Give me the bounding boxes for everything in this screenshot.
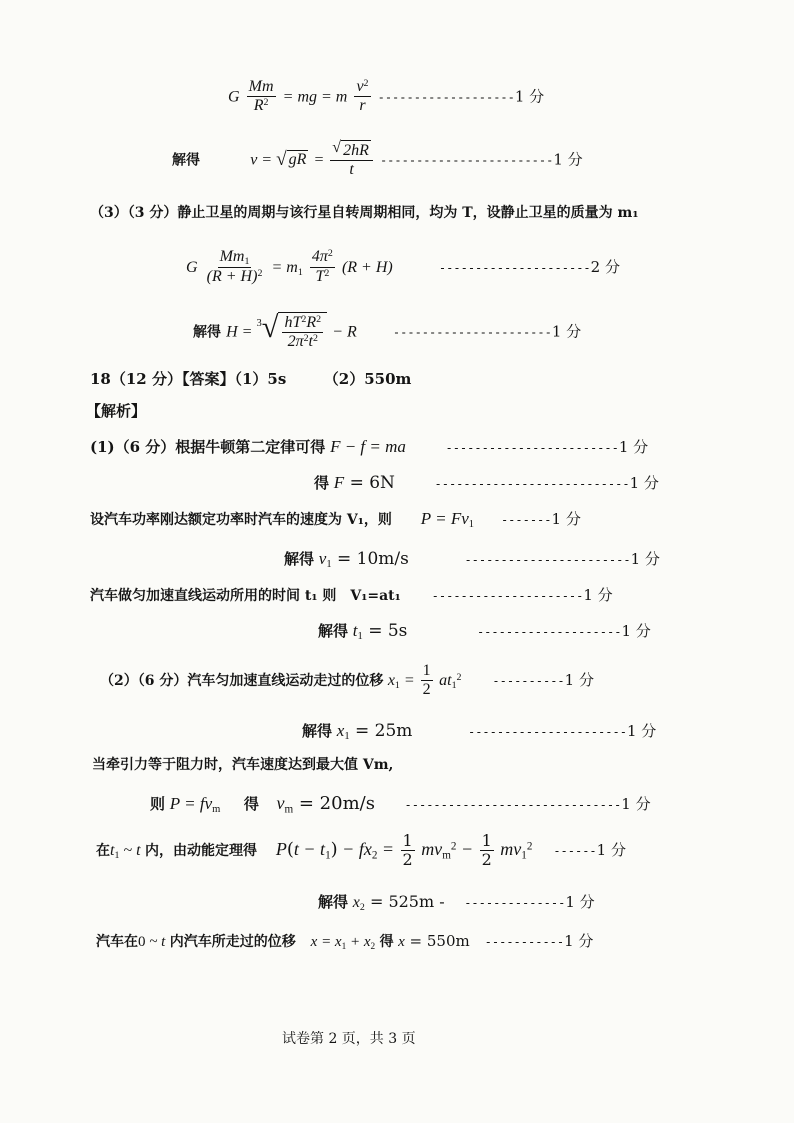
- analysis-heading: 【解析】: [86, 402, 147, 420]
- question-18-answer: 18（12 分）【答案】（1）5s （2）550m: [90, 370, 412, 388]
- max-speed-statement: 当牵引力等于阻力时，汽车速度达到最大值 Vm,: [92, 757, 394, 773]
- score-mark: 1 分: [618, 438, 649, 456]
- score-mark: 1 分: [629, 474, 659, 492]
- equation-t1-result: 解得 $t_1 = 5s$ --------------------1 分: [318, 621, 651, 643]
- equation-geostationary: G $\frac{Mm_1}{(R + H)^2}$ = $m_1$ $\frac{4\pi^2}{T^2}$ (R + H) ---------------------2 分: [186, 248, 620, 286]
- equation-total-displacement: 汽车在0 ~ t 内汽车所走过的位移 $x = x_1 + x_2$ 得 x = 550m -----------1 分: [96, 932, 594, 952]
- equation-max-speed: 则 $P = fv_m$ 得 $v_m = 20m/s$ ------------------------------1 分: [150, 793, 651, 816]
- equation-v1-result: 解得 $v_1 = 10m/s$ -----------------------1 分: [284, 549, 660, 571]
- equation-displacement-x1: （2）（6 分）汽车匀加速直线运动走过的位移 $x_1$ = $\frac{1}{2}$ $at_1^2$ ----------1 分: [100, 662, 594, 699]
- equation-height-solution: 解得 H = $^3$√ $\frac{hT^2R^2}{2\pi^2t^2}$ − R ----------------------1 分: [193, 310, 582, 351]
- score-mark: 1 分: [621, 622, 651, 640]
- equation-force-result: 得 F = 6N ---------------------------1 分: [314, 473, 659, 493]
- score-mark: 1 分: [553, 150, 583, 169]
- score-mark: 1 分: [514, 87, 545, 106]
- score-mark: 1 分: [565, 893, 595, 911]
- equation-newton-second: (1)（6 分）根据牛顿第二定律可得 F − f = ma ------------------------1 分: [90, 437, 649, 456]
- score-mark: 1 分: [564, 670, 594, 689]
- equation-x1-result: 解得 $x_1 = 25m$ ----------------------1 分: [302, 721, 657, 743]
- score-mark: 1 分: [583, 586, 613, 604]
- score-mark: 1 分: [564, 932, 594, 950]
- score-mark: 1 分: [551, 510, 581, 528]
- score-mark: 2 分: [590, 257, 620, 276]
- solution-label: 解得: [193, 324, 221, 341]
- equation-x2-result: 解得 $x_2 = 525m - --------------1$ 分: [318, 892, 595, 913]
- equation-rated-power: 设汽车功率刚达额定功率时汽车的速度为 V₁，则 $P = Fv_1$ -------1 分: [90, 509, 581, 531]
- page-footer: 试卷第 2 页，共 3 页: [282, 1031, 416, 1047]
- section-3-intro: （3）（3 分）静止卫星的周期与该行星自转周期相同，均为 T，设静止卫星的质量为 m₁: [90, 205, 639, 221]
- equation-velocity-solution: 解得 v = √ gR = √ 2hR t ------------------------1 分: [172, 139, 583, 179]
- solution-label: 解得: [172, 152, 200, 169]
- score-mark: 1 分: [551, 322, 582, 341]
- score-mark: 1 分: [630, 550, 660, 568]
- score-mark: 1 分: [621, 795, 651, 813]
- equation-gravity-centripetal: G $\frac{Mm}{R^2}$ = mg = m $\frac{v^2}{r}$ -------------------1 分: [228, 78, 545, 115]
- equation-acceleration-time: 汽车做匀加速直线运动所用的时间 t₁ 则 V₁=at₁ ---------------------1 分: [90, 586, 613, 604]
- score-mark: 1 分: [596, 840, 626, 859]
- equation-kinetic-energy: 在$t_1$ ~ t 内，由动能定理得 $P(t - t_1) - fx_2$ = $\frac{1}{2}$ $mv_m^2$ − $\frac{1}{2}$ $mv_1^2$ ------1 分: [96, 831, 626, 870]
- score-mark: 1 分: [626, 722, 657, 740]
